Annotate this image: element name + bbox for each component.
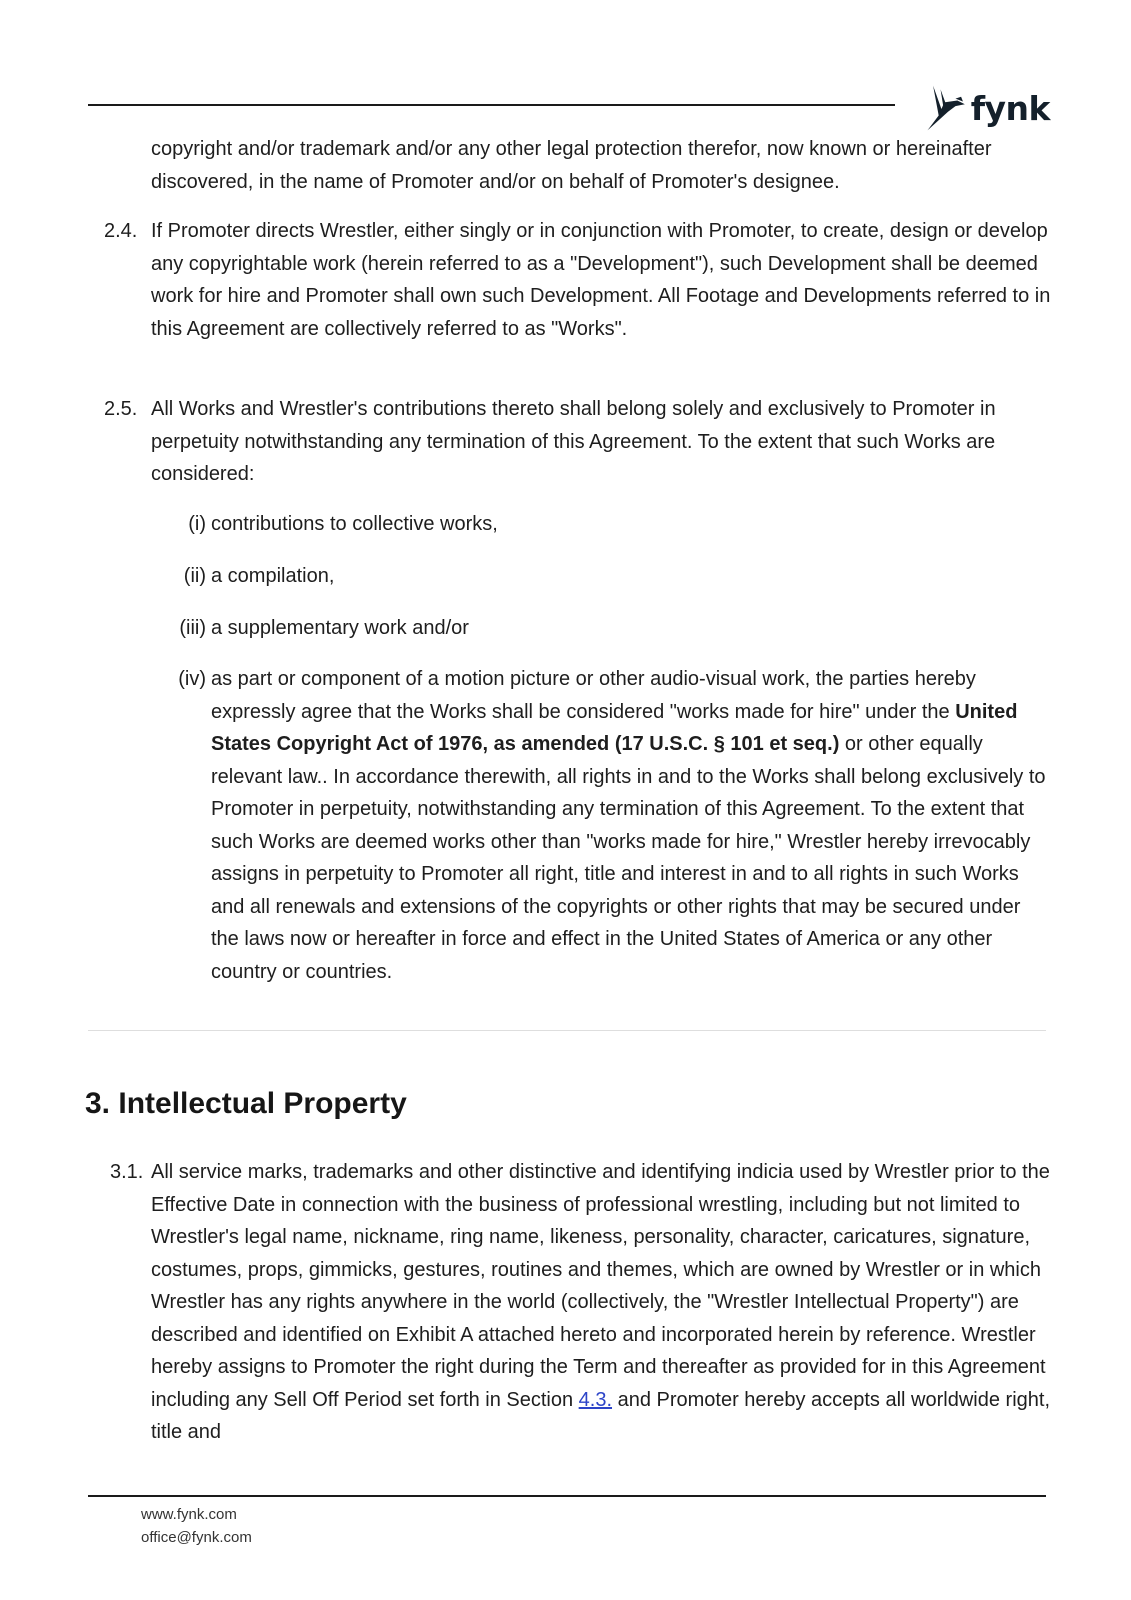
subitem-number: (i) <box>188 513 206 535</box>
fynk-logo <box>920 82 1050 134</box>
clause-text: If Promoter directs Wrestler, either singly or in conjunction with Promoter, to create, design or develop any copyrightable work (herein referred to as a "Development"), such Development shall be deemed work for hire and Promoter shall own such Development. All Footage and Developments referred to in this Agreement are collectively referred to as "Works". <box>151 220 1051 340</box>
subitem-number: (iii) <box>179 617 206 639</box>
subitem-text-before: as part or component of a motion picture or other audio-visual work, the parties hereby expressly agree that the Works shall be considered "works made for hire" under the <box>211 668 976 723</box>
clause-number: 2.4. <box>104 220 138 242</box>
footer-website[interactable]: www.fynk.com <box>141 1506 237 1523</box>
copyright-act-reference: United States Copyright Act of 1976, as amended (17 U.S.C. § 101 et seq.) <box>211 700 1018 755</box>
clause-text-before: All service marks, trademarks and other distinctive and identifying indicia used by Wrestler prior to the Effective Date in connection with the business of professional wrestling, including but not limited to Wrestler's legal name, nickname, ring name, likeness, personality, character, caricatures, signature, costumes, props, gimmicks, gestures, routines and themes, which are owned by Wrestler or in which Wrestler has any rights anywhere in the world (collectively, the "Wrestler Intellectual Property") are described and identified on Exhibit A attached hereto and incorporated herein by reference. Wrestler hereby assigns to Promoter the right during the Term and thereafter as provided for in this Agreement including any Sell Off Period set forth in Section <box>151 1161 1050 1411</box>
subitem-text: a supplementary work and/or <box>211 617 469 639</box>
section-heading: 3. Intellectual Property <box>85 1087 407 1120</box>
section-link[interactable]: 4.3. <box>578 1388 613 1411</box>
section-divider <box>88 1030 1046 1031</box>
logo-text: fynk <box>970 88 1050 128</box>
subitem-text: contributions to collective works, <box>211 513 498 535</box>
clause-text: All Works and Wrestler's contributions thereto shall belong solely and exclusively to Promoter in perpetuity notwithstanding any termination of this Agreement. To the extent that such Works are considered: <box>151 398 996 485</box>
clause-text <box>151 1156 1051 1449</box>
footer-email[interactable]: office@fynk.com <box>141 1529 252 1546</box>
clause-number: 3.1. <box>110 1161 144 1183</box>
continuation-paragraph: copyright and/or trademark and/or any other legal protection therefor, now known or hereinafter discovered, in the name of Promoter and/or on behalf of Promoter's designee. <box>151 138 992 193</box>
subitem-text: a compilation, <box>211 565 335 587</box>
clause-text-after: and Promoter hereby accepts all worldwide right, title and <box>151 1388 1051 1443</box>
subitem-text-after: or other equally relevant law.. In accordance therewith, all rights in and to the Works shall belong exclusively to Promoter in perpetuity, notwithstanding any termination of this Agreement. To the extent that such Works are deemed works other than "works made for hire," Wrestler hereby irrevocably assigns in perpetuity to Promoter all right, title and interest in and to all rights in such Works and all renewals and extensions of the copyrights or other rights that may be secured under the laws now or hereafter in force and effect in the United States of America or any other country or countries. <box>211 733 1046 983</box>
header-rule <box>88 104 895 106</box>
subitem-text <box>211 663 1051 988</box>
subitem-number: (ii) <box>183 565 206 587</box>
clause-number: 2.5. <box>104 398 138 420</box>
subitem-number: (iv) <box>178 668 206 690</box>
footer-rule <box>88 1495 1046 1497</box>
bird-logo-icon <box>920 82 967 134</box>
